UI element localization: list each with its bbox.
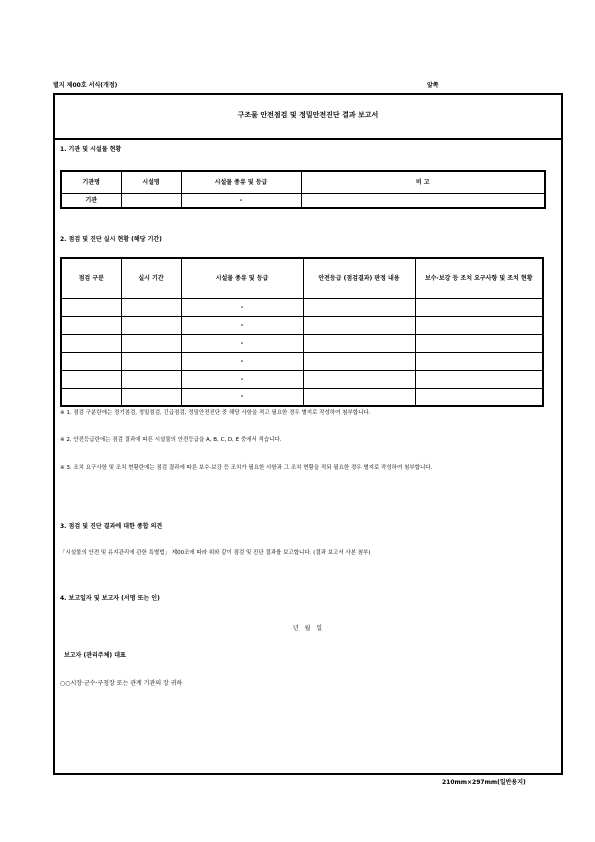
header-cell: 비 고 — [301, 171, 545, 193]
report-date: 년 월 일 — [292, 625, 323, 632]
table-cell — [61, 334, 121, 352]
table-row — [61, 370, 543, 388]
header-cell: 기관명 — [61, 171, 121, 193]
table-cell — [121, 298, 181, 316]
table-cell: - — [181, 370, 303, 388]
section3-body: 「시설물의 안전 및 유지관리에 관한 특별법」 제00조에 따라 위와 같이 점검 및 진단 결과를 보고합니다. (결과 보고서 사본 첨부) — [60, 550, 371, 556]
table-cell — [61, 316, 121, 334]
table-cell — [121, 352, 181, 370]
table-cell — [415, 334, 543, 352]
table-cell: - — [181, 388, 303, 406]
table-row — [61, 352, 543, 370]
table-row — [61, 316, 543, 334]
table-cell — [121, 370, 181, 388]
table-cell — [61, 298, 121, 316]
table-cell — [415, 370, 543, 388]
inspection-table — [60, 257, 544, 407]
table-cell: - — [181, 352, 303, 370]
table-cell — [121, 193, 181, 208]
table-cell — [121, 388, 181, 406]
recipient: ○○시장·군수·구청장 또는 관계 기관의 장 귀하 — [60, 680, 183, 687]
table-cell — [415, 316, 543, 334]
table-cell — [303, 352, 415, 370]
table-cell — [61, 352, 121, 370]
page-mark: 앞쪽 — [427, 82, 439, 89]
table-cell — [415, 352, 543, 370]
table-row — [61, 334, 543, 352]
table-cell: 기관 — [61, 193, 121, 208]
footer-code: 210mm×297mm(일반용지) — [442, 779, 526, 786]
table-row — [61, 298, 543, 316]
header-cell: 보수·보강 등 조치 요구사항 및 조치 현황 — [415, 258, 543, 298]
table-cell — [121, 334, 181, 352]
table-cell — [303, 388, 415, 406]
table-cell: - — [181, 298, 303, 316]
reporter: 보고자 (관리주체) 대표 — [64, 652, 126, 659]
table-cell — [415, 298, 543, 316]
header-cell: 점검 구분 — [61, 258, 121, 298]
note-3: ※ 3. 조치 요구사항 및 조치 현황란에는 점검 결과에 따른 보수·보강 등 조치가 필요한 사항과 그 조치 현황을 적되 필요한 경우 별지로 작성하여 첨부합니다. — [60, 465, 433, 471]
table-cell — [121, 316, 181, 334]
table-cell: - — [181, 334, 303, 352]
table-cell — [301, 193, 545, 208]
table-row — [61, 388, 543, 406]
table-cell — [61, 388, 121, 406]
section3-heading: 3. 점검 및 진단 결과에 대한 종합 의견 — [60, 523, 163, 530]
table-cell — [303, 298, 415, 316]
table-cell: - — [181, 316, 303, 334]
table-cell — [303, 316, 415, 334]
header-cell: 안전등급 (점검결과) 판정 내용 — [303, 258, 415, 298]
section2-heading: 2. 점검 및 진단 실시 현황 (해당 기간) — [60, 236, 162, 243]
note-2: ※ 2. 안전등급란에는 점검 결과에 따른 시설물의 안전등급을 A, B, C, D, E 중에서 적습니다. — [60, 437, 282, 443]
table-cell — [415, 388, 543, 406]
section4-heading: 4. 보고일자 및 보고자 (서명 또는 인) — [60, 595, 160, 602]
header-cell: 시설명 — [121, 171, 181, 193]
table-cell — [303, 334, 415, 352]
table-cell — [303, 370, 415, 388]
header-cell: 시설물 종류 및 등급 — [181, 171, 301, 193]
facility-table — [60, 170, 546, 209]
form-code: 별지 제00호 서식(개정) — [53, 82, 118, 89]
header-cell: 시설물 종류 및 등급 — [181, 258, 303, 298]
table-cell: - — [181, 193, 301, 208]
header-cell: 실시 기간 — [121, 258, 181, 298]
note-1: ※ 1. 점검 구분란에는 정기점검, 정밀점검, 긴급점검, 정밀안전진단 중 해당 사항을 적고 필요한 경우 별지로 작성하여 첨부합니다. — [60, 410, 371, 416]
table-cell — [61, 370, 121, 388]
section1-heading: 1. 기관 및 시설물 현황 — [60, 146, 122, 153]
document-title: 구조물 안전점검 및 정밀안전진단 결과 보고서 — [237, 111, 379, 119]
